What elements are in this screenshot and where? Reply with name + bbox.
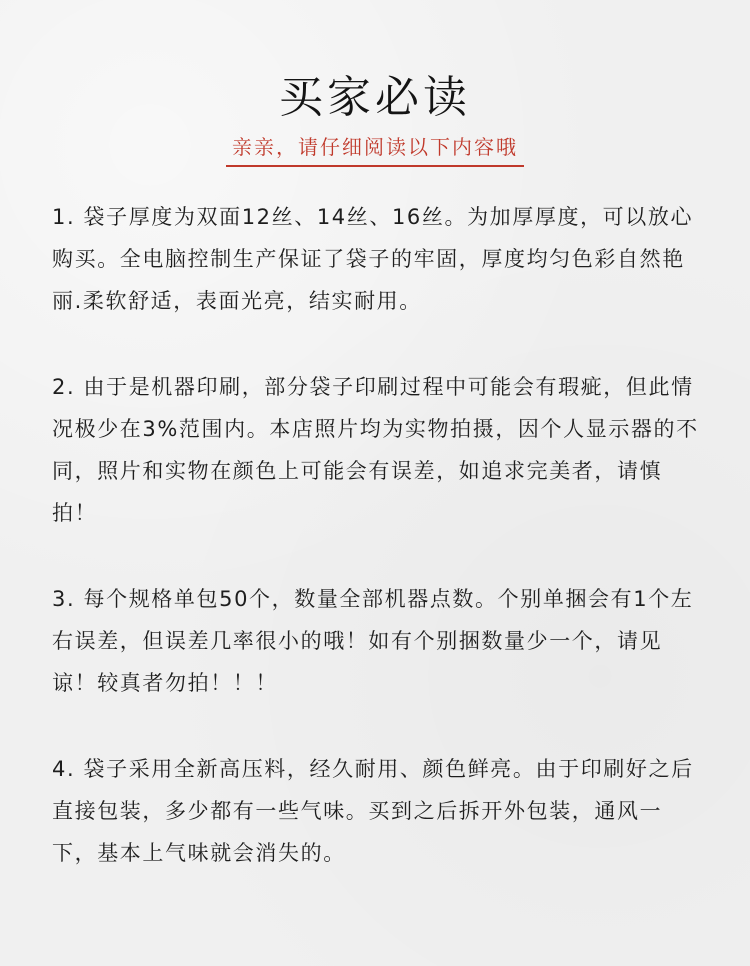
notice-item-1: 1. 袋子厚度为双面12丝、14丝、16丝。为加厚厚度，可以放心购买。全电脑控制生产保证了袋子的牢固，厚度均匀色彩自然艳丽.柔软舒适，表面光亮，结实耐用。 — [52, 205, 694, 313]
page-title: 买家必读 — [279, 72, 471, 123]
notice-item-4: 4. 袋子采用全新高压料，经久耐用、颜色鲜亮。由于印刷好之后直接包装，多少都有一些气味。买到之后拆开外包装，通风一下，基本上气味就会消失的。 — [52, 757, 694, 865]
notice-item-3: 3. 每个规格单包50个，数量全部机器点数。个别单捆会有1个左右误差，但误差几率很小的哦！如有个别捆数量少一个，请见谅！较真者勿拍！！！ — [52, 587, 694, 695]
page-subtitle: 亲亲，请仔细阅读以下内容哦 — [226, 133, 524, 167]
notice-list — [52, 196, 702, 874]
notice-item-2: 2. 由于是机器印刷，部分袋子印刷过程中可能会有瑕疵，但此情况极少在3%范围内。本店照片均为实物拍摄，因个人显示器的不同，照片和实物在颜色上可能会有误差，如追求完美者，请慎拍！ — [52, 375, 699, 525]
subtitle-container — [0, 133, 750, 167]
